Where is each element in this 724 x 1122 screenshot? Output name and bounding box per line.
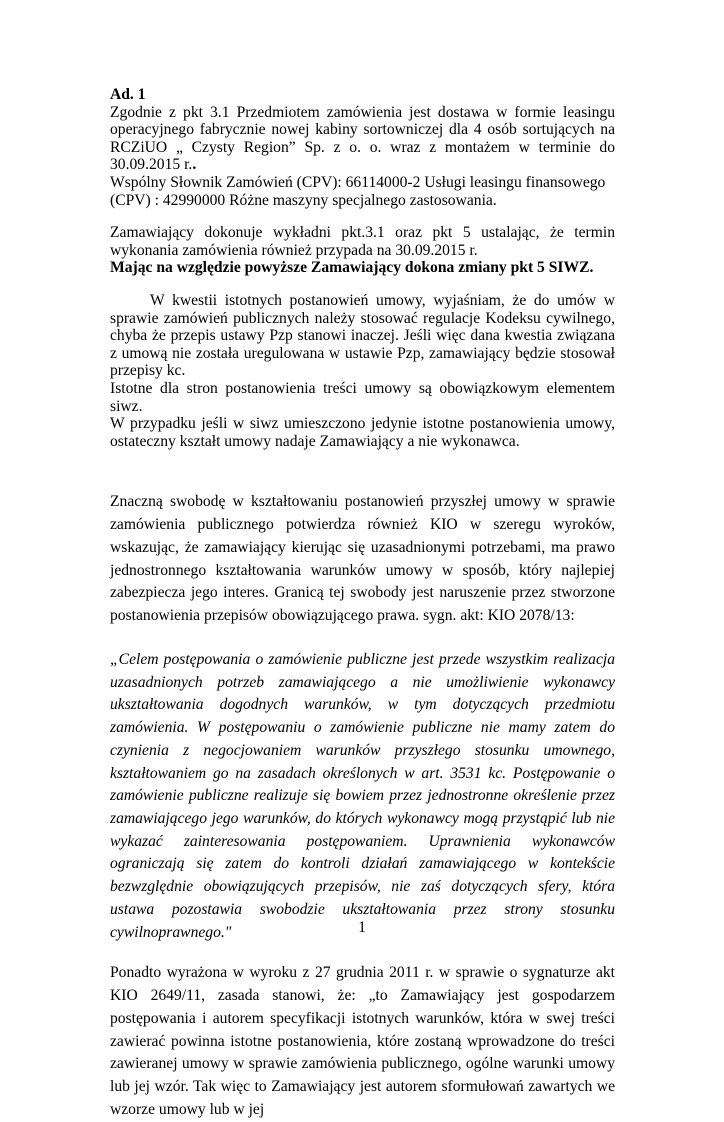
paragraph-subject [110,104,615,210]
section-heading: Ad. 1 [110,86,146,103]
contract-terms-line-3: W przypadku jeśli w siwz umieszczono jedynie istotne postanowienia umowy, ostateczny kształt umowy nadaje Zamawiający a nie wykonawca. [110,415,615,450]
interpretation-text: Zamawiający dokonuje wykładni pkt.3.1 oraz pkt 5 ustalając, że termin wykonania zamówienia również przypada na 30.09.2015 r. [110,224,615,259]
document-body [110,86,615,1122]
subject-text: Zgodnie z pkt 3.1 Przedmiotem zamówienia jest dostawa w formie leasingu operacyjnego fabrycznie nowej kabiny sortowniczej dla 4 osób sortujących na RCZiUO „ Czysty Region” Sp. z o. o. wraz z montażem w terminie do 30.09.2015 r. [110,103,615,174]
subject-bold-suffix: . [192,156,197,174]
quote-block: „Celem postępowania o zamówienie publiczne jest przede wszystkim realizacja uzasadnionych potrzeb zamawiającego a nie umożliwienie wykonawcy ukształtowania dogodnych warunków, w tym dotyczących przedmiotu zamówienia. W postępowaniu o zamówienie publiczne nie mamy zatem do czynienia z negocjowaniem warunków przyszłego stosunku umownego, kształtowaniem go na zasadach określonych w art. 3531 kc. Postępowanie o zamówienie publiczne realizuje się bowiem przez jednostronne określenie przez zamawiającego jego warunków, do których wykonawcy mogą przystąpić lub nie wykazać zainteresowania postępowaniem. Uprawnienia wykonawców ograniczają się zatem do kontroli działań zamawiającego w kontekście bezwzględnie obowiązujących przepisów, nie zaś dotyczących sfery, która ustawa pozostawia swobodzie ukształtowania przez strony stosunku cywilnoprawnego." [110,651,615,941]
cpv-line-1: Wspólny Słownik Zamówień (CPV): 66114000-2 Usługi leasingu finansowego [110,173,606,191]
contract-terms-text: W kwestii istotnych postanowień umowy, wyjaśniam, że do umów w sprawie zamówień publicznych należy stosować regulacje Kodeksu cywilnego, chyba że przepis ustawy Pzp stanowi inaczej. Jeśli więc dana kwestia związana z umową nie została uregulowana w ustawie Pzp, zamawiający będzie stosował przepisy kc. [110,291,615,380]
paragraph-kio: Znaczną swobodę w kształtowaniu postanowień przyszłej umowy w sprawie zamówienia publicznego potwierdza również KIO w szeregu wyroków, wskazując, że zamawiający kierując się uzasadnionymi potrzebami, ma prawo jednostronnego kształtowania warunków umowy w sposób, który najlepiej zabezpiecza jego interes. Granicą tej swobody jest naruszenie przez stworzone postanowienia przepisów obowiązującego prawa. sygn. akt: KIO 2078/13: [110,493,615,625]
interpretation-bold: Mając na względzie powyższe Zamawiający dokona zmiany pkt 5 SIWZ. [110,259,594,277]
paragraph-ruling: Ponadto wyrażona w wyroku z 27 grudnia 2011 r. w sprawie o sygnaturze akt KIO 2649/11, zasada stanowi, że: „to Zamawiający jest gospodarzem postępowania i autorem specyfikacji istotnych warunków, która w swej treści zawierać powinna istotne postanowienia, które zostaną wprowadzone do treści zawieranej umowy w sprawie zamówienia publicznego, ogólne warunki umowy lub jej wzór. Tak więc to Zamawiający jest autorem sformułowań zawartych we wzorze umowy lub w jej [110,964,615,1118]
page-number: 1 [358,919,366,936]
paragraph-contract-terms [110,292,615,450]
cpv-line-2: (CPV) : 42990000 Różne maszyny specjalnego zastosowania. [110,191,497,209]
contract-terms-line-2: Istotne dla stron postanowienia treści umowy są obowiązkowym elementem siwz. [110,379,615,415]
paragraph-interpretation [110,224,615,277]
